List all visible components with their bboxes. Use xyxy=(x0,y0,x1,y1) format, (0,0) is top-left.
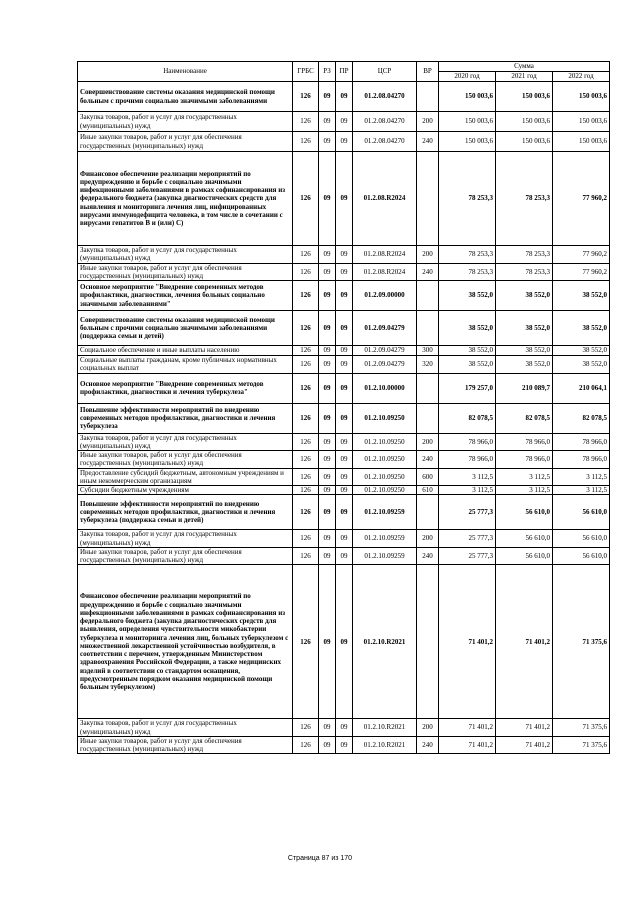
table-cell-csr: 01.2.08.04270 xyxy=(353,82,417,112)
table-cell-grbs: 126 xyxy=(293,736,319,754)
table-cell-vr: 240 xyxy=(417,132,439,152)
table-cell-vr: 200 xyxy=(417,433,439,451)
table-cell-vr: 240 xyxy=(417,547,439,565)
table-cell-pr: 09 xyxy=(336,373,353,403)
table-cell-csr: 01.2.08.R2024 xyxy=(353,152,417,246)
table-cell-2020: 38 552,0 xyxy=(439,346,496,356)
table-row xyxy=(78,246,610,264)
table-row xyxy=(78,565,610,719)
table-cell-pr: 09 xyxy=(336,547,353,565)
table-row xyxy=(78,433,610,451)
table-cell-grbs: 126 xyxy=(293,311,319,346)
table-cell-vr: 610 xyxy=(417,486,439,495)
table-cell-rz: 09 xyxy=(319,246,336,264)
table-row xyxy=(78,263,610,281)
table-cell-vr: 320 xyxy=(417,356,439,374)
table-cell-csr: 01.2.09.04279 xyxy=(353,311,417,346)
table-cell-vr: 200 xyxy=(417,719,439,737)
table-cell-2021: 71 401,2 xyxy=(496,719,553,737)
table-cell-vr: 300 xyxy=(417,346,439,356)
table-cell-2020: 82 078,5 xyxy=(439,403,496,433)
table-cell-2021: 56 610,0 xyxy=(496,547,553,565)
table-cell-csr: 01.2.10.09250 xyxy=(353,451,417,469)
table-cell-2022: 71 375,6 xyxy=(553,736,610,754)
table-cell-2022: 56 610,0 xyxy=(553,547,610,565)
table-cell-csr: 01.2.08.R2024 xyxy=(353,246,417,264)
table-row xyxy=(78,281,610,311)
table-cell-2020: 38 552,0 xyxy=(439,356,496,374)
table-cell-name: Иные закупки товаров, работ и услуг для обеспечения государственных (муниципальных) нужд xyxy=(78,263,293,281)
table-cell-csr: 01.2.10.00000 xyxy=(353,373,417,403)
table-cell-grbs: 126 xyxy=(293,281,319,311)
table-cell-pr: 09 xyxy=(336,736,353,754)
table-cell-vr xyxy=(417,82,439,112)
table-cell-2022: 56 610,0 xyxy=(553,530,610,548)
table-cell-grbs: 126 xyxy=(293,263,319,281)
table-cell-csr: 01.2.10.09250 xyxy=(353,486,417,495)
table-cell-name: Повышение эффективности мероприятий по внедрению современных методов профилактики, диагностики и лечения туберкулеза xyxy=(78,403,293,433)
table-cell-2021: 78 253,3 xyxy=(496,246,553,264)
table-cell-2021: 150 003,6 xyxy=(496,82,553,112)
table-cell-2022: 38 552,0 xyxy=(553,356,610,374)
table-cell-rz: 09 xyxy=(319,82,336,112)
table-cell-2021: 56 610,0 xyxy=(496,530,553,548)
table-cell-vr: 200 xyxy=(417,112,439,132)
table-cell-pr: 09 xyxy=(336,281,353,311)
table-cell-pr: 09 xyxy=(336,82,353,112)
table-cell-2022: 150 003,6 xyxy=(553,112,610,132)
table-cell-2020: 71 401,2 xyxy=(439,565,496,719)
table-cell-2020: 3 112,5 xyxy=(439,486,496,495)
table-cell-grbs: 126 xyxy=(293,373,319,403)
table-cell-csr: 01.2.10.09259 xyxy=(353,547,417,565)
col-header-sum: Сумма xyxy=(439,62,610,72)
table-cell-2020: 78 966,0 xyxy=(439,433,496,451)
table-cell-2022: 150 003,6 xyxy=(553,132,610,152)
table-cell-2020: 3 112,5 xyxy=(439,468,496,486)
table-row xyxy=(78,403,610,433)
table-cell-2021: 150 003,6 xyxy=(496,132,553,152)
table-cell-name: Основное мероприятие "Внедрение современных методов профилактики, диагностики и лечения туберкулеза" xyxy=(78,373,293,403)
table-cell-csr: 01.2.09.00000 xyxy=(353,281,417,311)
table-cell-csr: 01.2.08.04270 xyxy=(353,112,417,132)
table-cell-2020: 78 253,3 xyxy=(439,246,496,264)
table-cell-grbs: 126 xyxy=(293,346,319,356)
table-cell-csr: 01.2.10.09250 xyxy=(353,433,417,451)
table-row xyxy=(78,373,610,403)
col-header-2020: 2020 год xyxy=(439,72,496,82)
table-cell-2022: 71 375,6 xyxy=(553,719,610,737)
table-cell-name: Закупка товаров, работ и услуг для государственных (муниципальных) нужд xyxy=(78,246,293,264)
table-cell-name: Закупка товаров, работ и услуг для государственных (муниципальных) нужд xyxy=(78,112,293,132)
table-row xyxy=(78,82,610,112)
table-cell-name: Социальные выплаты гражданам, кроме публичных нормативных социальных выплат xyxy=(78,356,293,374)
table-cell-2022: 38 552,0 xyxy=(553,346,610,356)
col-header-2021: 2021 год xyxy=(496,72,553,82)
table-cell-grbs: 126 xyxy=(293,433,319,451)
table-cell-rz: 09 xyxy=(319,486,336,495)
table-cell-vr xyxy=(417,311,439,346)
table-cell-pr: 09 xyxy=(336,346,353,356)
table-cell-rz: 09 xyxy=(319,530,336,548)
table-cell-grbs: 126 xyxy=(293,132,319,152)
table-cell-pr: 09 xyxy=(336,112,353,132)
table-row xyxy=(78,547,610,565)
table-cell-2022: 150 003,6 xyxy=(553,82,610,112)
table-cell-name: Субсидии бюджетным учреждениям xyxy=(78,486,293,495)
table-cell-rz: 09 xyxy=(319,433,336,451)
table-cell-2020: 71 401,2 xyxy=(439,719,496,737)
table-cell-rz: 09 xyxy=(319,373,336,403)
table-cell-name: Предоставление субсидий бюджетным, автономным учреждениям и иным некоммерческим организациям xyxy=(78,468,293,486)
table-cell-name: Совершенствование системы оказания медицинской помощи больным с прочими социально значимыми заболеваниями (поддержка семьи и детей) xyxy=(78,311,293,346)
table-row xyxy=(78,468,610,486)
table-cell-pr: 09 xyxy=(336,451,353,469)
table-row xyxy=(78,132,610,152)
table-cell-name: Иные закупки товаров, работ и услуг для обеспечения государственных (муниципальных) нужд xyxy=(78,451,293,469)
table-cell-vr: 200 xyxy=(417,246,439,264)
table-cell-name: Повышение эффективности мероприятий по внедрению современных методов профилактики, диагностики и лечения туберкулеза (поддержка семьи и детей) xyxy=(78,495,293,530)
table-row xyxy=(78,530,610,548)
col-header-name: Наименование xyxy=(78,62,293,82)
table-cell-2022: 3 112,5 xyxy=(553,486,610,495)
table-cell-pr: 09 xyxy=(336,468,353,486)
table-cell-rz: 09 xyxy=(319,132,336,152)
table-cell-rz: 09 xyxy=(319,112,336,132)
table-cell-2022: 78 966,0 xyxy=(553,433,610,451)
table-cell-2021: 38 552,0 xyxy=(496,356,553,374)
table-cell-pr: 09 xyxy=(336,495,353,530)
table-row xyxy=(78,451,610,469)
table-cell-vr: 240 xyxy=(417,451,439,469)
table-cell-name: Иные закупки товаров, работ и услуг для обеспечения государственных (муниципальных) нужд xyxy=(78,547,293,565)
table-cell-2020: 150 003,6 xyxy=(439,82,496,112)
table-cell-2021: 150 003,6 xyxy=(496,112,553,132)
table-cell-vr xyxy=(417,152,439,246)
col-header-pr: ПР xyxy=(336,62,353,82)
table-cell-grbs: 126 xyxy=(293,356,319,374)
table-cell-vr: 240 xyxy=(417,263,439,281)
table-cell-name: Закупка товаров, работ и услуг для государственных (муниципальных) нужд xyxy=(78,433,293,451)
table-cell-2021: 3 112,5 xyxy=(496,486,553,495)
table-cell-pr: 09 xyxy=(336,246,353,264)
table-cell-2022: 71 375,6 xyxy=(553,565,610,719)
table-cell-grbs: 126 xyxy=(293,403,319,433)
table-cell-2022: 78 966,0 xyxy=(553,451,610,469)
table-cell-rz: 09 xyxy=(319,311,336,346)
table-cell-2021: 56 610,0 xyxy=(496,495,553,530)
table-cell-grbs: 126 xyxy=(293,495,319,530)
table-cell-vr xyxy=(417,373,439,403)
table-cell-csr: 01.2.10.09259 xyxy=(353,495,417,530)
col-header-csr: ЦСР xyxy=(353,62,417,82)
table-cell-rz: 09 xyxy=(319,263,336,281)
table-cell-2021: 38 552,0 xyxy=(496,281,553,311)
table-cell-2020: 78 253,3 xyxy=(439,152,496,246)
table-cell-2022: 38 552,0 xyxy=(553,281,610,311)
table-cell-pr: 09 xyxy=(336,719,353,737)
table-row xyxy=(78,152,610,246)
table-cell-2020: 78 966,0 xyxy=(439,451,496,469)
table-cell-name: Иные закупки товаров, работ и услуг для обеспечения государственных (муниципальных) нужд xyxy=(78,132,293,152)
table-cell-vr: 240 xyxy=(417,736,439,754)
table-cell-2020: 150 003,6 xyxy=(439,132,496,152)
table-cell-2020: 179 257,0 xyxy=(439,373,496,403)
table-cell-pr: 09 xyxy=(336,403,353,433)
table-cell-2021: 38 552,0 xyxy=(496,311,553,346)
table-cell-2020: 25 777,3 xyxy=(439,530,496,548)
table-cell-2021: 3 112,5 xyxy=(496,468,553,486)
table-cell-2020: 25 777,3 xyxy=(439,495,496,530)
table-cell-rz: 09 xyxy=(319,736,336,754)
table-row xyxy=(78,495,610,530)
table-cell-rz: 09 xyxy=(319,356,336,374)
table-cell-2021: 71 401,2 xyxy=(496,736,553,754)
table-cell-rz: 09 xyxy=(319,495,336,530)
table-cell-grbs: 126 xyxy=(293,565,319,719)
table-cell-name: Финансовое обеспечение реализации мероприятий по предупреждению и борьбе с социально значимыми инфекционными заболеваниями в рамках софинансирования из федерального бюджета (закупка диагностических средств для выявления и мониторинга лечения лиц, инфицированных вирусами иммунодефицита человека, в том числе в сочетании с вирусами гепатитов B и (или) C) xyxy=(78,152,293,246)
table-cell-rz: 09 xyxy=(319,547,336,565)
table-body xyxy=(78,82,610,754)
table-cell-pr: 09 xyxy=(336,530,353,548)
table-cell-2020: 38 552,0 xyxy=(439,281,496,311)
table-row xyxy=(78,719,610,737)
table-cell-csr: 01.2.09.04279 xyxy=(353,356,417,374)
table-cell-pr: 09 xyxy=(336,132,353,152)
table-row xyxy=(78,356,610,374)
table-cell-name: Иные закупки товаров, работ и услуг для обеспечения государственных (муниципальных) нужд xyxy=(78,736,293,754)
table-cell-name: Закупка товаров, работ и услуг для государственных (муниципальных) нужд xyxy=(78,530,293,548)
table-cell-name: Социальное обеспечение и иные выплаты населению xyxy=(78,346,293,356)
table-cell-2021: 82 078,5 xyxy=(496,403,553,433)
table-cell-rz: 09 xyxy=(319,403,336,433)
table-cell-2020: 71 401,2 xyxy=(439,736,496,754)
table-cell-grbs: 126 xyxy=(293,530,319,548)
table-row xyxy=(78,112,610,132)
table-cell-name: Закупка товаров, работ и услуг для государственных (муниципальных) нужд xyxy=(78,719,293,737)
col-header-2022: 2022 год xyxy=(553,72,610,82)
table-cell-vr xyxy=(417,403,439,433)
table-cell-name: Основное мероприятие "Внедрение современных методов профилактики, диагностики, лечения больных социально значимыми заболеваниями" xyxy=(78,281,293,311)
table-cell-2021: 78 966,0 xyxy=(496,451,553,469)
table-cell-csr: 01.2.08.04270 xyxy=(353,132,417,152)
table-cell-grbs: 126 xyxy=(293,246,319,264)
table-cell-grbs: 126 xyxy=(293,451,319,469)
table-cell-2022: 82 078,5 xyxy=(553,403,610,433)
table-cell-pr: 09 xyxy=(336,565,353,719)
table-cell-rz: 09 xyxy=(319,468,336,486)
budget-table xyxy=(77,61,610,754)
table-cell-csr: 01.2.08.R2024 xyxy=(353,263,417,281)
table-cell-csr: 01.2.10.09259 xyxy=(353,530,417,548)
table-cell-vr: 200 xyxy=(417,530,439,548)
table-cell-rz: 09 xyxy=(319,451,336,469)
table-cell-vr xyxy=(417,565,439,719)
table-cell-2020: 150 003,6 xyxy=(439,112,496,132)
table-row xyxy=(78,486,610,495)
table-cell-2020: 38 552,0 xyxy=(439,311,496,346)
table-cell-2021: 71 401,2 xyxy=(496,565,553,719)
table-cell-2022: 56 610,0 xyxy=(553,495,610,530)
table-cell-grbs: 126 xyxy=(293,486,319,495)
table-cell-2022: 77 960,2 xyxy=(553,152,610,246)
table-row xyxy=(78,736,610,754)
table-cell-rz: 09 xyxy=(319,281,336,311)
table-cell-grbs: 126 xyxy=(293,152,319,246)
table-cell-2021: 78 253,3 xyxy=(496,263,553,281)
table-cell-grbs: 126 xyxy=(293,547,319,565)
table-cell-csr: 01.2.10.R2021 xyxy=(353,736,417,754)
table-cell-name: Финансовое обеспечение реализации мероприятий по предупреждению и борьбе с социально значимыми инфекционными заболеваниями в рамках софинансирования из федерального бюджета (закупка диагностических средств для выявления, определения чувствительности микобактерии туберкулеза и мониторинга лечения лиц, больных туберкулезом с множественной лекарственной устойчивостью возбудителя, в соответствии с перечнем, утвержденным Министерством здравоохранения Российской Федерации, а также медицинских изделий в соответствии со стандартом оснащения, предусмотренным порядком оказания медицинской помощи больным туберкулезом) xyxy=(78,565,293,719)
table-cell-2020: 25 777,3 xyxy=(439,547,496,565)
table-cell-csr: 01.2.10.09250 xyxy=(353,468,417,486)
table-cell-vr xyxy=(417,281,439,311)
col-header-rz: РЗ xyxy=(319,62,336,82)
table-cell-rz: 09 xyxy=(319,565,336,719)
table-cell-grbs: 126 xyxy=(293,82,319,112)
table-cell-csr: 01.2.10.R2021 xyxy=(353,565,417,719)
table-cell-2022: 3 112,5 xyxy=(553,468,610,486)
table-cell-vr: 600 xyxy=(417,468,439,486)
table-cell-pr: 09 xyxy=(336,356,353,374)
table-cell-rz: 09 xyxy=(319,346,336,356)
table-cell-2021: 78 966,0 xyxy=(496,433,553,451)
table-cell-pr: 09 xyxy=(336,263,353,281)
table-cell-pr: 09 xyxy=(336,433,353,451)
table-cell-2021: 210 089,7 xyxy=(496,373,553,403)
table-cell-rz: 09 xyxy=(319,152,336,246)
col-header-grbs: ГРБС xyxy=(293,62,319,82)
table-cell-pr: 09 xyxy=(336,311,353,346)
table-cell-grbs: 126 xyxy=(293,719,319,737)
table-cell-csr: 01.2.10.R2021 xyxy=(353,719,417,737)
table-cell-vr xyxy=(417,495,439,530)
table-cell-2021: 38 552,0 xyxy=(496,346,553,356)
table-cell-grbs: 126 xyxy=(293,112,319,132)
table-cell-2020: 78 253,3 xyxy=(439,263,496,281)
table-cell-name: Совершенствование системы оказания медицинской помощи больным с прочими социально значимыми заболеваниями xyxy=(78,82,293,112)
table-cell-pr: 09 xyxy=(336,152,353,246)
table-row xyxy=(78,311,610,346)
table-cell-grbs: 126 xyxy=(293,468,319,486)
table-cell-2022: 210 064,1 xyxy=(553,373,610,403)
table-cell-2022: 77 960,2 xyxy=(553,246,610,264)
table-cell-csr: 01.2.09.04279 xyxy=(353,346,417,356)
table-cell-rz: 09 xyxy=(319,719,336,737)
table-cell-2021: 78 253,3 xyxy=(496,152,553,246)
table-cell-csr: 01.2.10.09250 xyxy=(353,403,417,433)
table-cell-2022: 77 960,2 xyxy=(553,263,610,281)
page-number: Страница 87 из 170 xyxy=(287,855,353,862)
table-row xyxy=(78,346,610,356)
table-cell-pr: 09 xyxy=(336,486,353,495)
table-cell-2022: 38 552,0 xyxy=(553,311,610,346)
col-header-vr: ВР xyxy=(417,62,439,82)
